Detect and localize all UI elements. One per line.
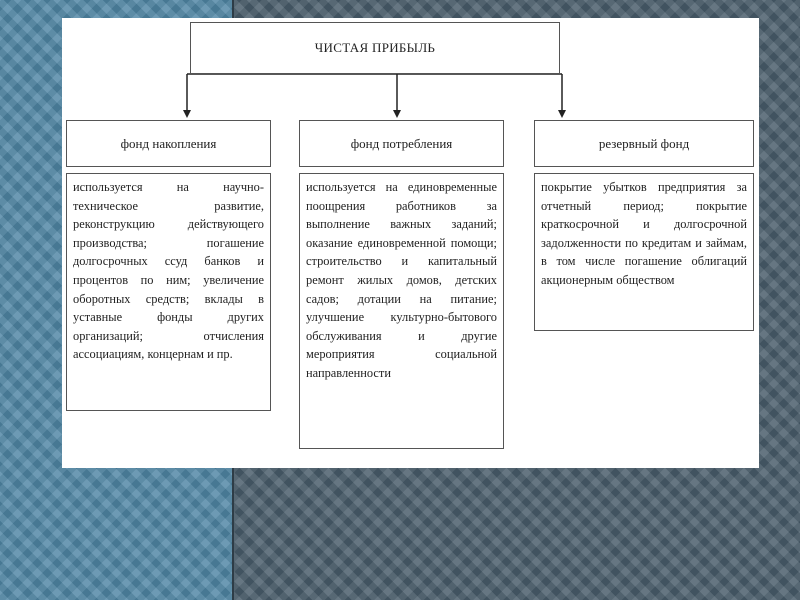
consumption-fund-header	[299, 120, 504, 167]
accumulation-fund-description-box	[66, 173, 271, 411]
consumption-fund-description: используется на единовременные поощрения работников за выполнение важных заданий; оказание единовременной помощи; строительство и капитальный ремонт жилых домов, детских садов; дотации на питание; улучшение культурно-бытового обслуживания и другие мероприятия социальной направленности	[306, 180, 497, 380]
reserve-fund-header	[534, 120, 754, 167]
accumulation-fund-title: фонд накопления	[120, 135, 217, 151]
reserve-fund-description-box	[534, 173, 754, 331]
reserve-fund-title: резервный фонд	[598, 135, 690, 151]
diagram-card	[62, 18, 759, 468]
net-profit-label: ЧИСТАЯ ПРИБЫЛЬ	[314, 40, 436, 55]
consumption-fund-title: фонд потребления	[350, 135, 453, 151]
accumulation-fund-description: используется на научно-техническое развитие, реконструкцию действующего производства; погашение долгосрочных ссуд банков и процентов по ним; увеличение оборотных средств; вклады в уставные фонды других организаций; отчисления ассоциациям, концернам и пр.	[73, 180, 264, 362]
accumulation-fund-header	[66, 120, 271, 167]
consumption-fund-description-box	[299, 173, 504, 449]
net-profit-box	[190, 22, 560, 74]
reserve-fund-description: покрытие убытков предприятия за отчетный период; покрытие краткосрочной и долгосрочной задолженности по кредитам и займам, в том числе погашение облигаций акционерным обществом	[541, 180, 747, 287]
